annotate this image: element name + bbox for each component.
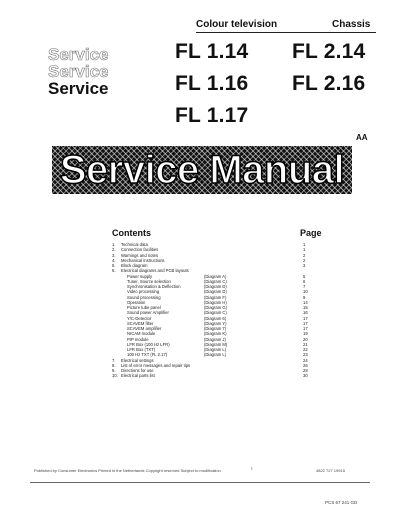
contents-item-page: 3 — [303, 263, 306, 268]
contents-item-title: PIP module — [127, 336, 149, 342]
contents-item-title: Technical data — [121, 242, 148, 247]
contents-item-title: Power supply — [127, 273, 153, 279]
footer-code: 4822 727 19915 — [316, 468, 345, 473]
contents-item-page: 9 — [303, 294, 306, 300]
contents-item-number: 6. — [112, 268, 116, 274]
contents-item-title: LFR Box (TXT) — [127, 347, 156, 352]
contents-item-page: 1 — [303, 247, 306, 253]
contents-item-diagram: (Diagram G) — [204, 305, 228, 310]
contents-item-title: Connection facilities — [121, 247, 159, 253]
contents-item-diagram: (Diagram J) — [204, 336, 226, 342]
contents-item-number: 3. — [112, 252, 116, 258]
contents-item-title: NICAM module — [127, 331, 156, 337]
footer-rule — [30, 482, 370, 483]
contents-item-number: 9. — [112, 368, 116, 373]
model-fl-2-14: FL 2.14 — [292, 40, 366, 63]
header-chassis-label: Chassis — [332, 19, 371, 30]
contents-item-page: 24 — [303, 357, 308, 363]
contents-item-title: Y/C-Detector — [127, 315, 152, 321]
contents-item-page: 19 — [303, 331, 308, 337]
contents-item-diagram: (Diagram H) — [204, 299, 227, 305]
contents-item-page: 16 — [303, 310, 308, 316]
contents-item-diagram: (Diagram K) — [204, 331, 227, 337]
service-logo-ghost-1: Service — [48, 45, 109, 64]
contents-item-title: Operation — [127, 299, 146, 305]
contents-item-title: Sound power Amplifier — [127, 310, 169, 316]
contents-item-diagram: (Diagram F) — [204, 294, 227, 300]
service-logo-main: Service — [48, 79, 109, 98]
contents-item-title: Picture tube panel — [127, 305, 161, 310]
banner-text: Service Manual — [59, 148, 345, 192]
contents-item-title: LFR Box (100 Hz LFR) — [127, 341, 170, 347]
model-fl-1-14: FL 1.14 — [175, 40, 249, 63]
contents-item-title: List of error messages and repair tips — [121, 362, 191, 368]
contents-item-page: 15 — [303, 305, 308, 310]
contents-item-number: 2. — [112, 247, 116, 253]
contents-item-title: Video processing — [127, 289, 160, 295]
contents-item-diagram: (Diagram D) — [204, 284, 227, 289]
document-number: PCS 67 241 GD — [325, 500, 358, 505]
header-title: Colour television — [196, 19, 278, 30]
philips-logo-icon: ♀ — [250, 466, 254, 472]
contents-item-page: 22 — [303, 347, 308, 352]
contents-item-diagram: (Diagram D) — [204, 289, 227, 295]
contents-item-page: 7 — [303, 284, 306, 289]
contents-item-number: 4. — [112, 257, 116, 263]
contents-item-diagram: (Diagram A) — [204, 273, 227, 279]
contents-item-page: 2 — [303, 252, 306, 258]
contents-item-diagram: (Diagram C) — [204, 310, 227, 316]
footer-publisher: Published by Consumer Electronics Printed in the Netherlands Copyright reserved Subject to modification — [34, 468, 221, 473]
contents-item-title: SCAVEM filter — [127, 320, 154, 326]
contents-item-title: Warnings and notes — [121, 252, 159, 258]
contents-item-page: 28 — [303, 368, 308, 373]
contents-item-page: 5 — [303, 273, 306, 279]
version-code: AA — [356, 133, 368, 142]
contents-item-title: 100 Hz TXT (FL 2.17) — [127, 352, 168, 358]
contents-item-title: Tuner, Source selection — [127, 278, 171, 284]
contents-item-page: 17 — [303, 326, 308, 331]
contents-item-title: Sound processing — [127, 294, 161, 300]
contents-item-diagram: (Diagram C) — [204, 278, 227, 284]
model-fl-1-16: FL 1.16 — [175, 72, 249, 95]
contents-item-page: 23 — [303, 352, 308, 358]
contents-item-title: Electrical parts list — [121, 373, 155, 379]
contents-item-number: 10. — [112, 373, 118, 379]
contents-item-title: Directions for use — [121, 368, 154, 373]
contents-item-diagram: (Diagram 7) — [204, 326, 227, 331]
contents-item-number: 5. — [112, 263, 116, 268]
contents-title: Contents — [112, 228, 151, 238]
service-logo-ghost-2: Service — [48, 62, 109, 81]
contents-item-page: 6 — [303, 278, 306, 284]
contents-item-page: 17 — [303, 320, 308, 326]
contents-item-title: Block diagram — [121, 263, 148, 268]
contents-item-diagram: (Diagram 6) — [204, 315, 227, 321]
contents-item-page: 26 — [303, 362, 308, 368]
service-logo — [48, 46, 109, 97]
contents-item-diagram: (Diagram L) — [204, 347, 227, 352]
contents-item-page: 1 — [303, 242, 306, 247]
service-manual-banner — [52, 146, 352, 194]
contents-item-diagram: (Diagram L) — [204, 352, 227, 358]
contents-item-title: SCAVEM amplifier — [127, 326, 162, 331]
contents-item-page: 21 — [303, 341, 308, 347]
contents-item-number: 7. — [112, 357, 116, 363]
contents-item-title: Mechanical instructions — [121, 257, 165, 263]
contents-item-page: 2 — [303, 257, 306, 263]
model-fl-2-16: FL 2.16 — [292, 72, 366, 95]
contents-item — [112, 373, 312, 378]
contents-item-page: 20 — [303, 336, 308, 342]
contents-item-number: 8. — [112, 362, 116, 368]
contents-item-diagram: (Diagram M) — [204, 341, 228, 347]
contents-item-page: 30 — [303, 373, 308, 379]
header-rule — [196, 32, 376, 33]
contents-item-diagram: (Diagram Y) — [204, 320, 227, 326]
contents-item-title: Synchronisation & Deflection — [127, 284, 181, 289]
contents-list — [112, 242, 312, 379]
contents-page-label: Page — [300, 228, 322, 238]
contents-item-number: 1. — [112, 242, 116, 247]
contents-item-page: 17 — [303, 315, 308, 321]
model-fl-1-17: FL 1.17 — [175, 104, 249, 127]
contents-item-page: 14 — [303, 299, 308, 305]
contents-item-page: 10 — [303, 289, 308, 295]
contents-item-title: Electrical settings — [121, 357, 154, 363]
contents-item-title: Electrical diagrams and PCB layouts — [121, 268, 189, 274]
